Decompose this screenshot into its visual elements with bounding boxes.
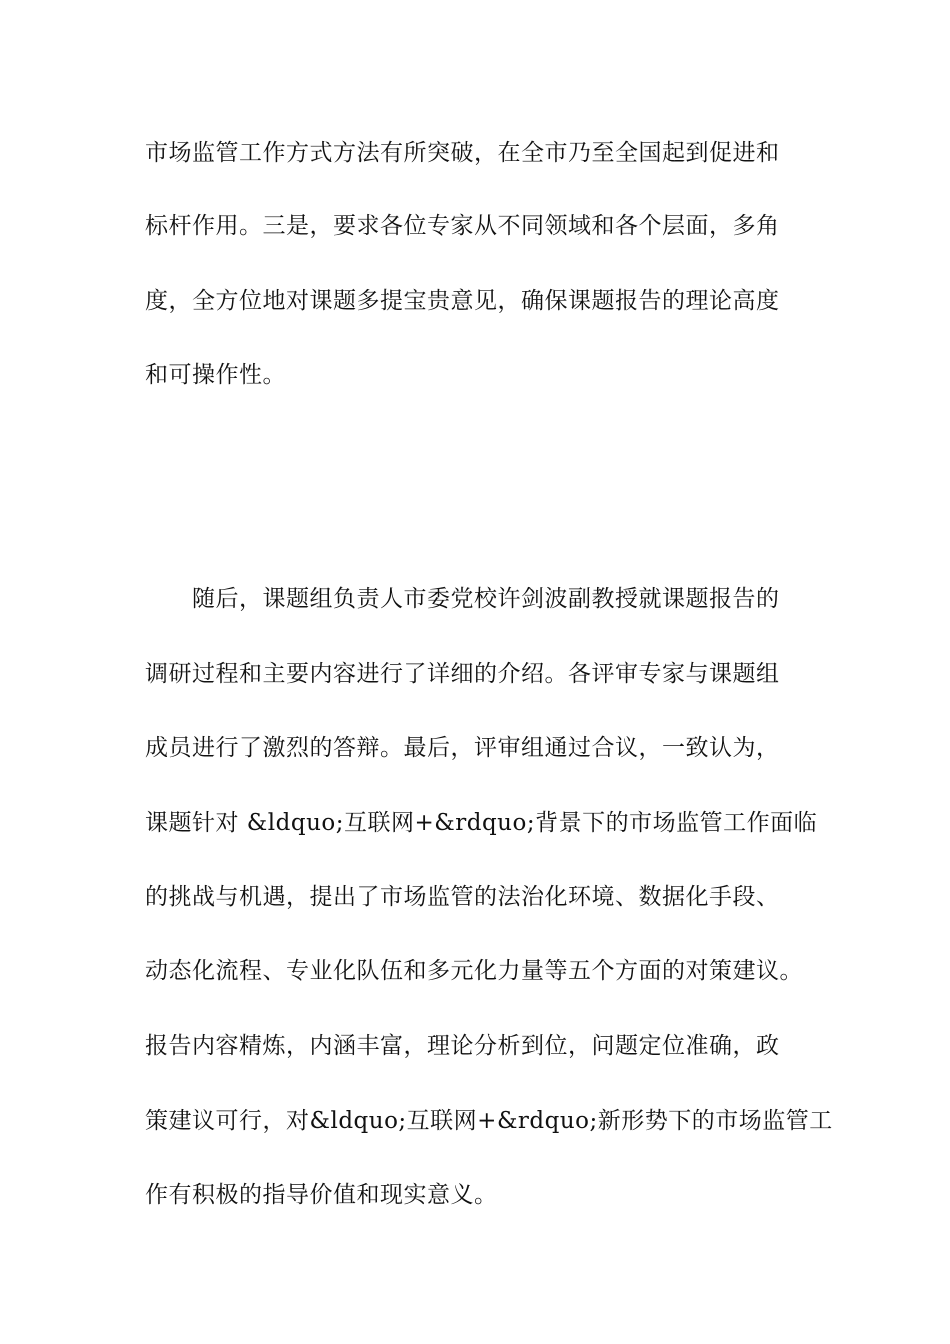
paragraph-2-line-8: 策建议可行，对&ldquo;互联网+&rdquo;新形势下的市场监管工 — [145, 1108, 833, 1134]
paragraph-2-line-6: 动态化流程、专业化队伍和多元化力量等五个方面的对策建议。 — [145, 958, 803, 984]
paragraph-1-line-3: 度，全方位地对课题多提宝贵意见，确保课题报告的理论高度 — [145, 288, 780, 314]
paragraph-1-line-2: 标杆作用。三是，要求各位专家从不同领域和各个层面，多角 — [145, 213, 780, 239]
paragraph-1-line-4: 和可操作性。 — [145, 362, 286, 388]
paragraph-2-line-3: 成员进行了激烈的答辩。最后，评审组通过合议，一致认为， — [145, 735, 780, 761]
paragraph-2-line-5: 的挑战与机遇，提出了市场监管的法治化环境、数据化手段、 — [145, 884, 780, 910]
paragraph-2-line-1: 随后，课题组负责人市委党校许剑波副教授就课题报告的 — [145, 586, 780, 612]
paragraph-1-line-1: 市场监管工作方式方法有所突破，在全市乃至全国起到促进和 — [145, 140, 780, 166]
paragraph-2-line-2: 调研过程和主要内容进行了详细的介绍。各评审专家与课题组 — [145, 661, 780, 687]
paragraph-2-line-4: 课题针对 &ldquo;互联网+&rdquo;背景下的市场监管工作面临 — [145, 810, 818, 836]
paragraph-2-line-7: 报告内容精炼，内涵丰富，理论分析到位，问题定位准确，政 — [145, 1033, 780, 1059]
paragraph-2-line-9: 作有积极的指导价值和现实意义。 — [145, 1182, 498, 1208]
